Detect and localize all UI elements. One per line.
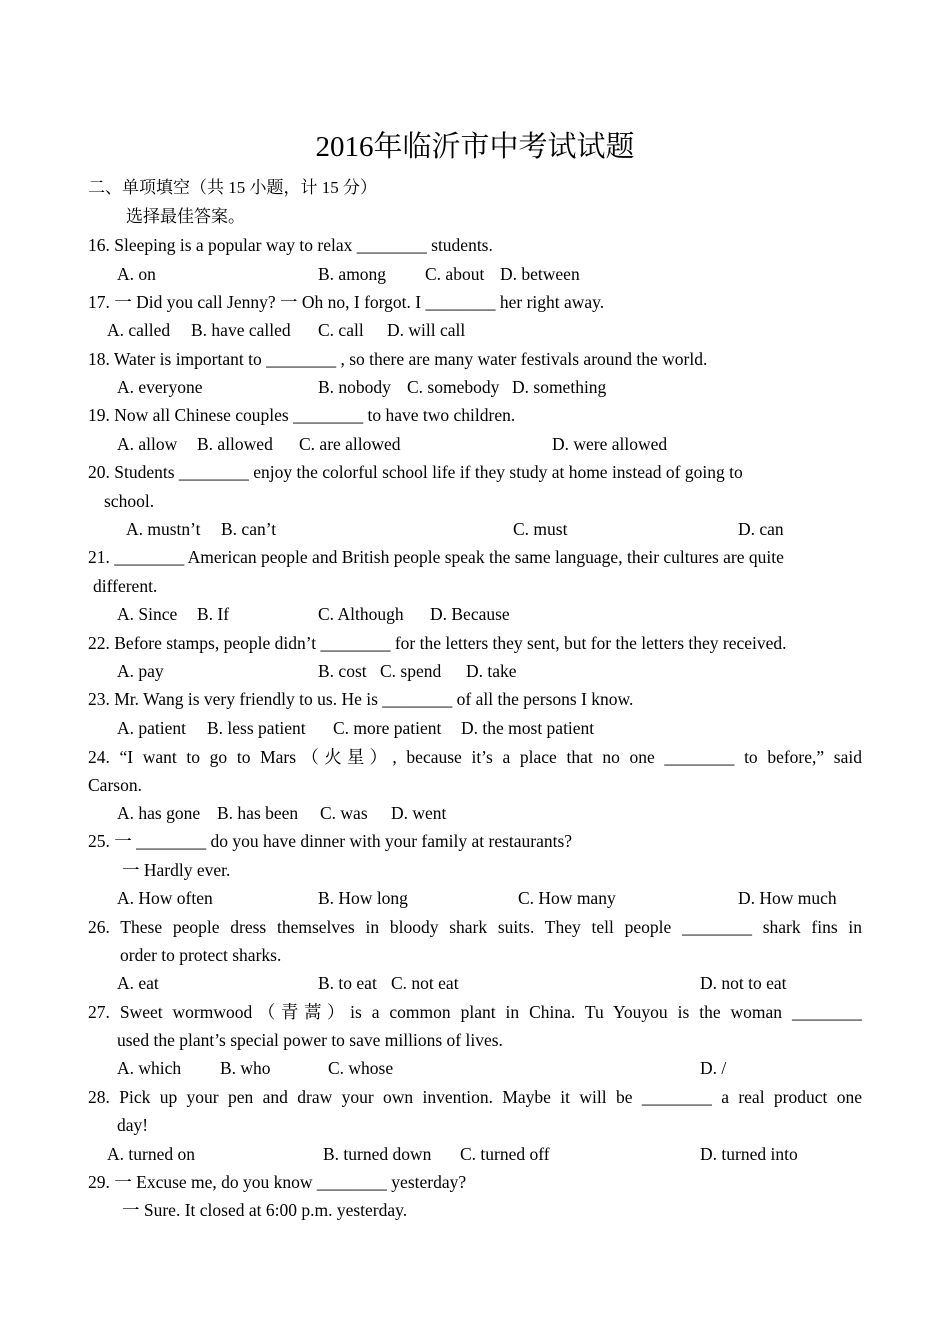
question-28-option-a: A. turned on <box>107 1144 195 1164</box>
question-22-option-a: A. pay <box>117 661 164 681</box>
question-16-option-c: C. about <box>425 264 485 284</box>
question-18-text: 18. Water is important to ________ , so there are many water festivals around the world. <box>88 349 708 369</box>
question-26-option-b: B. to eat <box>318 973 377 993</box>
question-18-option-c: C. somebody <box>407 377 500 397</box>
question-19-option-d: D. were allowed <box>552 434 668 454</box>
question-27-text-cont: used the plant’s special power to save millions of lives. <box>117 1030 503 1050</box>
question-25-option-a: A. How often <box>117 888 213 908</box>
question-18-option-d: D. something <box>512 377 607 397</box>
question-22-text: 22. Before stamps, people didn’t ________ for the letters they sent, but for the letters they received. <box>88 633 787 653</box>
question-20-option-b: B. can’t <box>221 519 277 539</box>
question-17-text: 17. 一 Did you call Jenny? 一 Oh no, I forgot. I ________ her right away. <box>88 292 605 312</box>
section-heading: 二、单项填空（共 15 小题，计 15 分） <box>88 178 377 197</box>
instruction: 选择最佳答案。 <box>126 207 245 226</box>
question-23-option-c: C. more patient <box>333 718 442 738</box>
question-21-option-d: D. Because <box>430 604 510 624</box>
question-18-option-b: B. nobody <box>318 377 391 397</box>
question-25-option-b: B. How long <box>318 888 408 908</box>
question-16-option-d: D. between <box>500 264 580 284</box>
question-27-text: 27. Sweet wormwood（青蒿）is a common plant in China. Tu Youyou is the woman ________ <box>88 1002 862 1022</box>
question-17-option-c: C. call <box>318 320 364 340</box>
question-26-text-cont: order to protect sharks. <box>120 945 282 965</box>
question-20-text: 20. Students ________ enjoy the colorful school life if they study at home instead of going to <box>88 462 743 482</box>
question-24-option-b: B. has been <box>217 803 299 823</box>
question-25-option-c: C. How many <box>518 888 616 908</box>
question-21-option-b: B. If <box>197 604 230 624</box>
question-17-option-a: A. called <box>107 320 171 340</box>
question-28-text-cont: day! <box>117 1115 149 1135</box>
page-title: 2016年临沂市中考试试题 <box>315 131 635 163</box>
question-20-option-c: C. must <box>513 519 568 539</box>
question-27-option-d: D. / <box>700 1058 727 1078</box>
question-25-answer-line: 一 Hardly ever. <box>122 860 231 880</box>
question-26-text: 26. These people dress themselves in bloody shark suits. They tell people ________ shark fins in <box>88 917 862 937</box>
question-17-option-b: B. have called <box>191 320 291 340</box>
question-21-option-c: C. Although <box>318 604 404 624</box>
question-21-text: 21. ________ American people and British people speak the same language, their cultures are quite <box>88 547 784 567</box>
question-28-option-d: D. turned into <box>700 1144 798 1164</box>
question-19-option-b: B. allowed <box>197 434 273 454</box>
question-25-option-d: D. How much <box>738 888 837 908</box>
question-20-option-d: D. can <box>738 519 784 539</box>
question-16-text: 16. Sleeping is a popular way to relax ________ students. <box>88 235 493 255</box>
question-23-option-a: A. patient <box>117 718 187 738</box>
question-22-option-b: B. cost <box>318 661 367 681</box>
question-23-option-d: D. the most patient <box>461 718 595 738</box>
question-21-text-cont: different. <box>93 576 158 596</box>
question-28-option-b: B. turned down <box>323 1144 432 1164</box>
question-26-option-c: C. not eat <box>391 973 459 993</box>
question-24-text-cont: Carson. <box>88 775 142 795</box>
question-26-option-d: D. not to eat <box>700 973 787 993</box>
question-24-option-a: A. has gone <box>117 803 201 823</box>
question-28-text: 28. Pick up your pen and draw your own invention. Maybe it will be ________ a real product one <box>88 1087 862 1107</box>
question-27-option-c: C. whose <box>328 1058 394 1078</box>
question-16-option-b: B. among <box>318 264 387 284</box>
question-28-option-c: C. turned off <box>460 1144 550 1164</box>
question-24-option-c: C. was <box>320 803 368 823</box>
question-22-option-d: D. take <box>466 661 517 681</box>
question-22-option-c: C. spend <box>380 661 442 681</box>
question-18-option-a: A. everyone <box>117 377 203 397</box>
question-25-text: 25. 一 ________ do you have dinner with your family at restaurants? <box>88 831 573 851</box>
question-19-option-a: A. allow <box>117 434 178 454</box>
question-24-text: 24. “I want to go to Mars（火星）, because it’s a place that no one ________ to before,” said <box>88 747 862 767</box>
question-23-option-b: B. less patient <box>207 718 306 738</box>
question-27-option-b: B. who <box>220 1058 271 1078</box>
question-24-option-d: D. went <box>391 803 447 823</box>
question-23-text: 23. Mr. Wang is very friendly to us. He is ________ of all the persons I know. <box>88 689 634 709</box>
question-26-option-a: A. eat <box>117 973 159 993</box>
question-27-option-a: A. which <box>117 1058 182 1078</box>
question-20-text-cont: school. <box>104 491 155 511</box>
question-19-text: 19. Now all Chinese couples ________ to have two children. <box>88 405 516 425</box>
question-29-answer-line: 一 Sure. It closed at 6:00 p.m. yesterday. <box>122 1200 408 1220</box>
question-19-option-c: C. are allowed <box>299 434 401 454</box>
question-16-option-a: A. on <box>117 264 156 284</box>
question-20-option-a: A. mustn’t <box>126 519 201 539</box>
question-17-option-d: D. will call <box>387 320 466 340</box>
question-29-text: 29. 一 Excuse me, do you know ________ yesterday? <box>88 1172 467 1192</box>
question-21-option-a: A. Since <box>117 604 178 624</box>
